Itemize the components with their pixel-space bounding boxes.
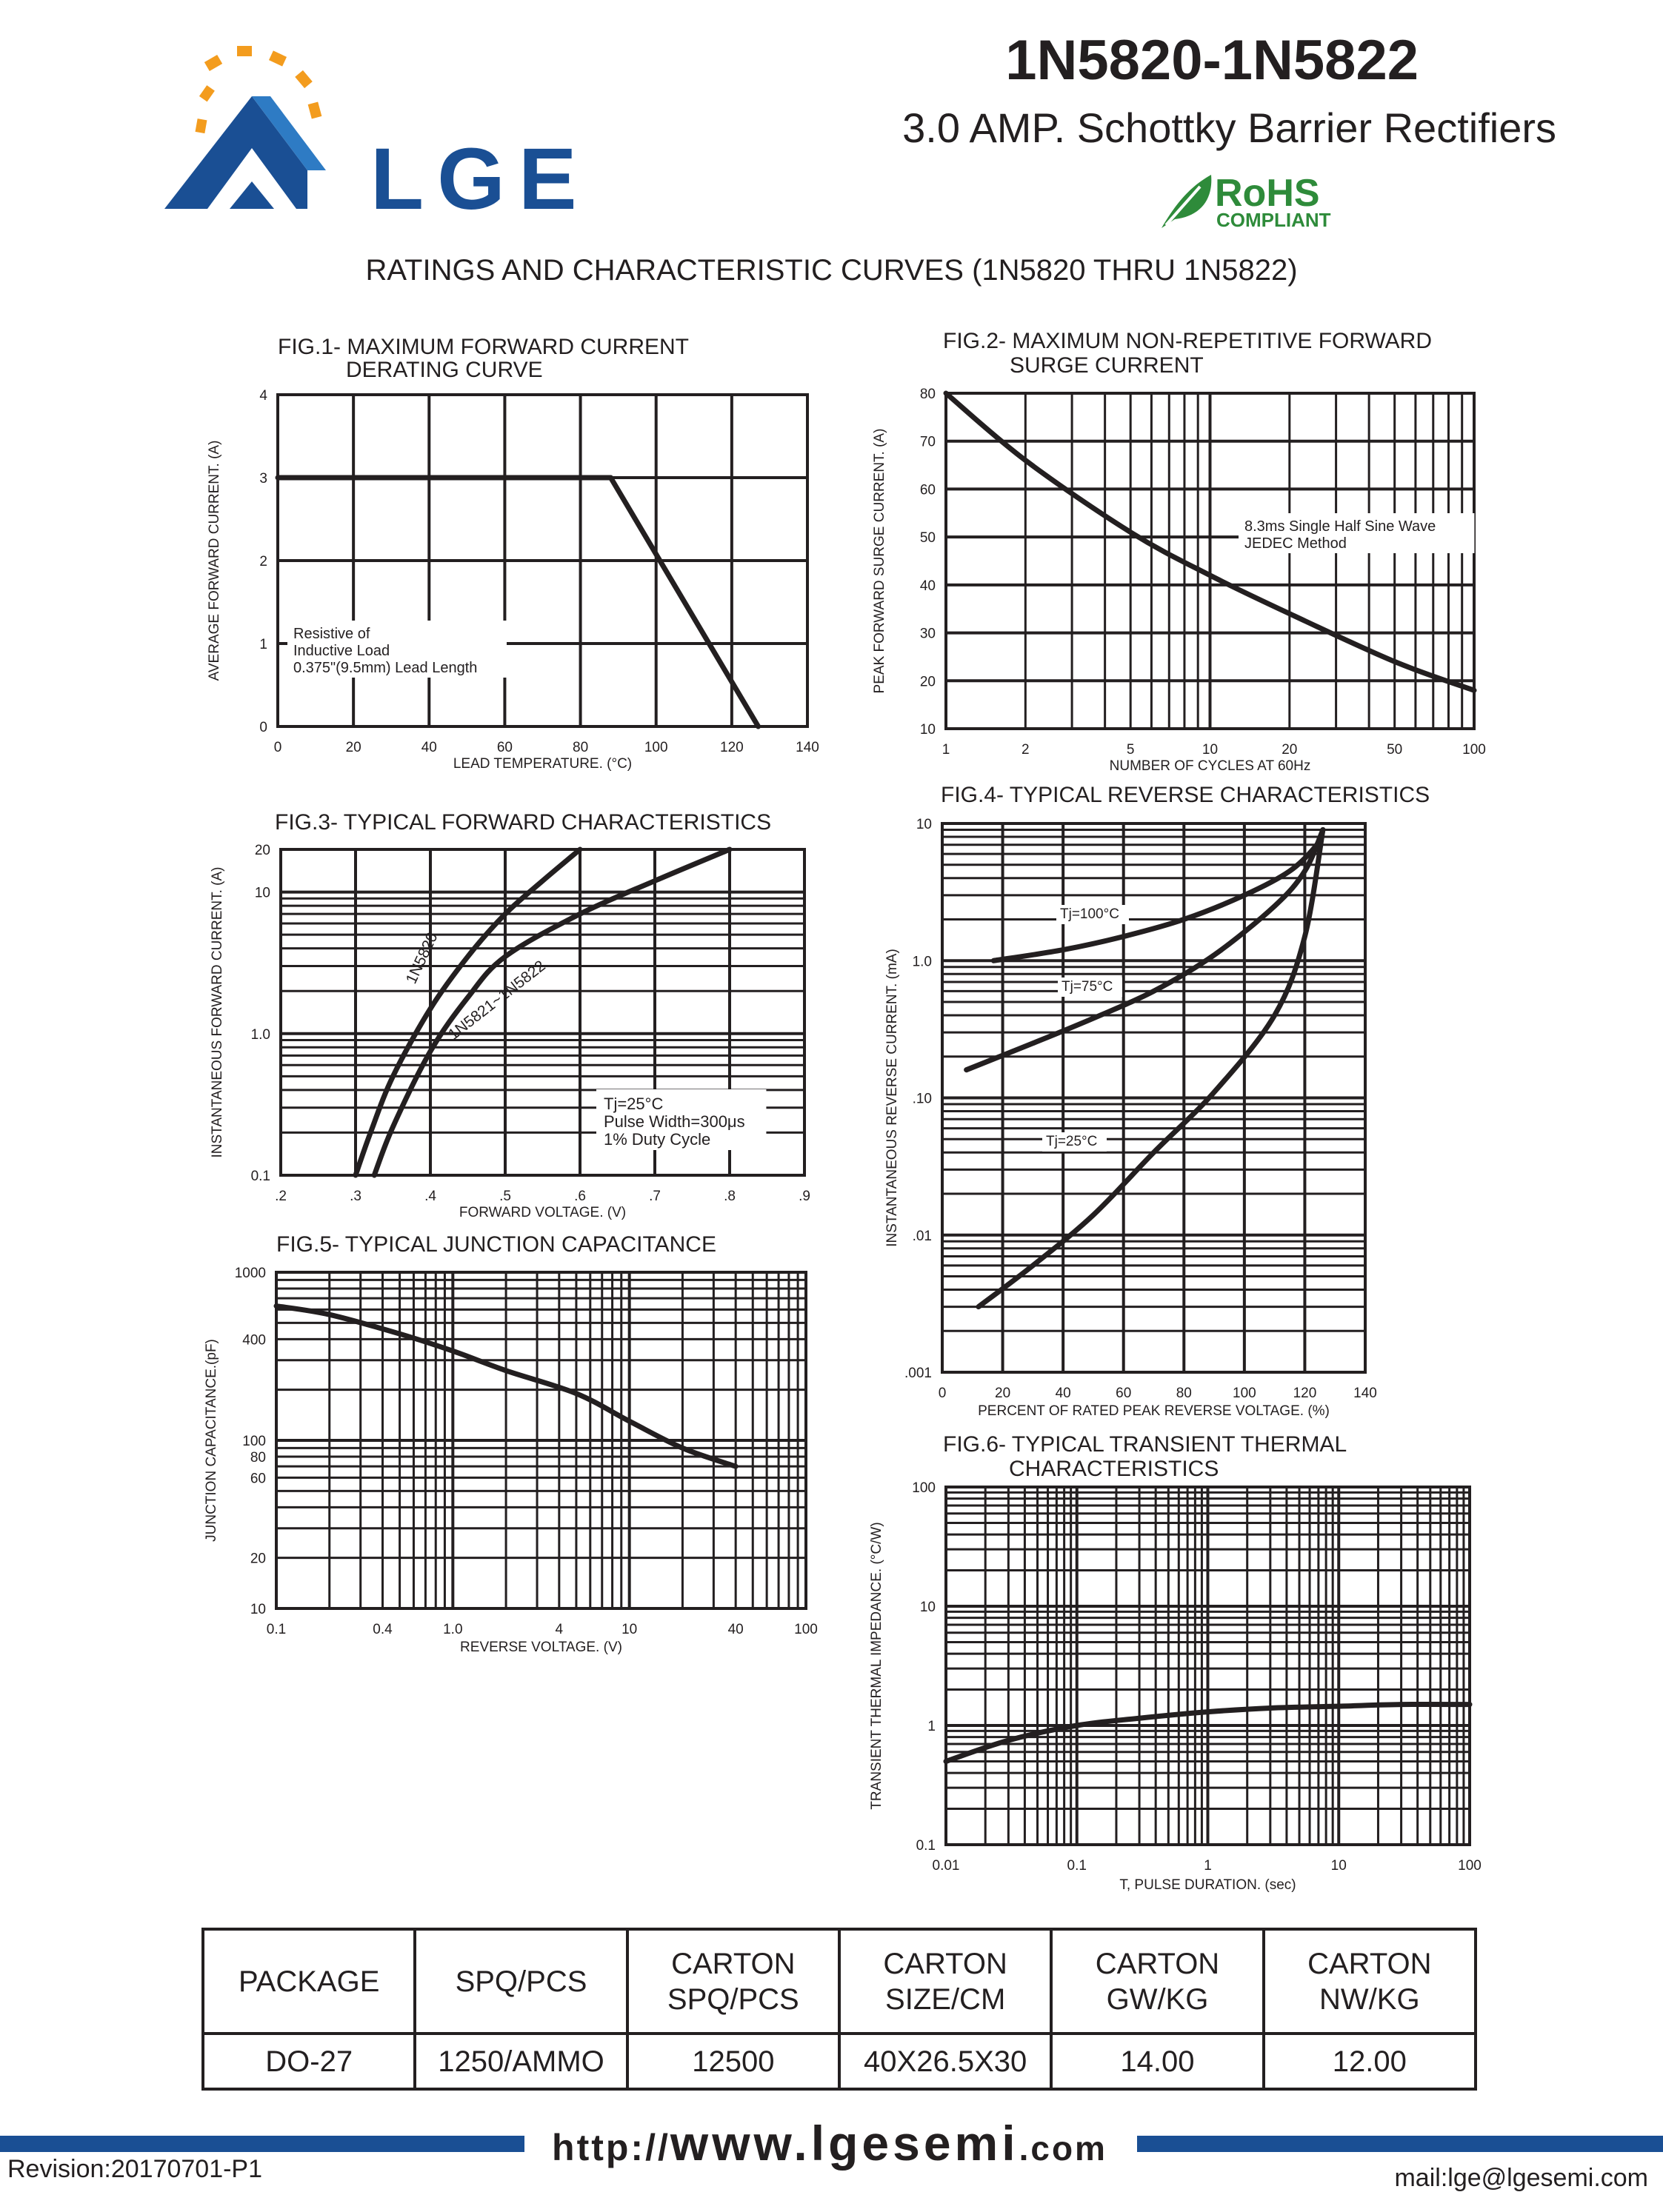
fig6-y-tick-label: 100 xyxy=(912,1480,936,1496)
fig1-title-line2: DERATING CURVE xyxy=(346,358,543,382)
fig3-series-label-2: 1N5821~1N5822 xyxy=(444,957,549,1043)
fig3-x-tick-label: .6 xyxy=(574,1189,586,1204)
fig1-series-line-1 xyxy=(278,478,759,726)
fig4-reverse-characteristics xyxy=(884,783,1430,1419)
fig6-y-tick-label: 1 xyxy=(927,1719,936,1734)
fig4-y-tick-label: .10 xyxy=(912,1091,932,1107)
fig2-x-tick-label: 10 xyxy=(1202,742,1219,758)
table-cell: 1250/AMMO xyxy=(415,2034,627,2089)
page-heading: RATINGS AND CHARACTERISTIC CURVES (1N5820 THRU 1N5822) xyxy=(365,254,1298,287)
fig1-annotation-line: 0.375"(9.5mm) Lead Length xyxy=(293,660,478,676)
fig2-y-tick-label: 50 xyxy=(919,530,936,547)
fig5-y-tick-label: 80 xyxy=(250,1449,266,1466)
fig2-annotation-line: JEDEC Method xyxy=(1244,535,1347,552)
fig3-x-tick-label: .4 xyxy=(424,1189,436,1204)
fig2-grid xyxy=(946,393,1474,729)
fig3-x-tick-label: .9 xyxy=(799,1189,810,1204)
fig3-y-axis-label: INSTANTANEOUS FORWARD CURRENT. (A) xyxy=(210,866,225,1158)
fig2-title-line2: SURGE CURRENT xyxy=(1010,353,1204,378)
fig4-y-tick-label: .001 xyxy=(904,1366,932,1381)
logo-text: LGE xyxy=(370,130,590,222)
fig3-annotation-line: Tj=25°C xyxy=(604,1095,664,1113)
fig2-x-tick-label: 20 xyxy=(1282,742,1298,758)
fig2-x-tick-label: 5 xyxy=(1126,742,1135,758)
fig3-y-tick-label: 20 xyxy=(254,843,270,858)
fig2-x-axis-label: NUMBER OF CYCLES AT 60Hz xyxy=(1109,758,1311,774)
fig4-x-tick-label: 100 xyxy=(1233,1386,1256,1401)
fig1-y-tick-label: 4 xyxy=(259,388,267,404)
fig4-x-tick-label: 60 xyxy=(1116,1386,1132,1401)
fig1-derating-curve xyxy=(207,335,819,772)
fig6-x-tick-label: 100 xyxy=(1458,1858,1482,1874)
table-cell: 12.00 xyxy=(1264,2034,1476,2089)
fig2-surge-current xyxy=(872,329,1486,774)
fig3-x-tick-label: .5 xyxy=(499,1189,511,1204)
fig2-title: FIG.2- MAXIMUM NON-REPETITIVE FORWARD xyxy=(943,329,1433,353)
table-cell: 40X26.5X30 xyxy=(839,2034,1051,2089)
fig5-x-tick-label: 10 xyxy=(621,1622,638,1637)
fig5-x-axis-label: REVERSE VOLTAGE. (V) xyxy=(460,1640,622,1655)
fig1-x-tick-label: 80 xyxy=(573,740,589,755)
fig6-title-line2: CHARACTERISTICS xyxy=(1009,1457,1219,1481)
fig5-title: FIG.5- TYPICAL JUNCTION CAPACITANCE xyxy=(276,1232,716,1257)
fig1-annotation-line: Resistive of xyxy=(293,626,370,642)
fig1-y-tick-label: 2 xyxy=(259,554,267,569)
fig5-y-tick-label: 100 xyxy=(242,1434,266,1449)
product-subtitle: 3.0 AMP. Schottky Barrier Rectifiers xyxy=(902,104,1556,151)
fig6-x-tick-label: 0.1 xyxy=(1067,1858,1087,1874)
fig3-annotation-line: 1% Duty Cycle xyxy=(604,1130,711,1149)
fig3-series-label-1: 1N5820 xyxy=(402,929,441,987)
fig5-x-tick-label: 100 xyxy=(794,1622,818,1637)
fig4-x-tick-label: 0 xyxy=(938,1386,947,1401)
fig5-y-tick-label: 20 xyxy=(250,1551,266,1567)
table-cell: 14.00 xyxy=(1051,2034,1263,2089)
fig1-annotation-line: Inductive Load xyxy=(293,643,390,659)
fig1-x-tick-label: 120 xyxy=(720,740,744,755)
fig3-y-tick-label: 0.1 xyxy=(250,1169,270,1184)
table-cell: DO-27 xyxy=(203,2034,415,2089)
table-row xyxy=(203,2034,1476,2089)
fig2-y-tick-label: 20 xyxy=(919,674,936,690)
fig5-junction-capacitance xyxy=(204,1232,818,1655)
fig4-x-tick-label: 120 xyxy=(1293,1386,1317,1401)
fig4-series-label-2: Tj=75°C xyxy=(1062,979,1113,995)
package-table xyxy=(201,1928,1477,2091)
fig3-x-axis-label: FORWARD VOLTAGE. (V) xyxy=(459,1205,627,1220)
fig1-x-axis-label: LEAD TEMPERATURE. (°C) xyxy=(453,756,633,772)
fig3-y-tick-label: 1.0 xyxy=(250,1026,270,1043)
fig6-x-tick-label: 0.01 xyxy=(932,1858,960,1874)
fig3-x-tick-label: .3 xyxy=(350,1189,361,1204)
fig5-y-axis-label: JUNCTION CAPACITANCE.(pF) xyxy=(204,1339,219,1542)
fig3-title: FIG.3- TYPICAL FORWARD CHARACTERISTICS xyxy=(275,810,772,835)
table-header-cell: CARTON GW/KG xyxy=(1051,1929,1263,2034)
fig4-y-tick-label: 1.0 xyxy=(912,954,932,970)
fig5-y-tick-label: 10 xyxy=(250,1602,266,1617)
fig3-y-tick-label: 10 xyxy=(254,885,270,901)
fig2-x-tick-label: 2 xyxy=(1022,742,1030,758)
fig5-x-tick-label: 4 xyxy=(555,1622,564,1637)
fig2-x-tick-label: 100 xyxy=(1462,742,1486,758)
fig6-y-axis-label: TRANSIENT THERMAL IMPEDANCE. (°C/W) xyxy=(869,1522,884,1810)
table-header-cell: CARTON SIZE/CM xyxy=(839,1929,1051,2034)
table-cell: 12500 xyxy=(627,2034,839,2089)
fig2-y-tick-label: 80 xyxy=(919,387,936,402)
fig1-x-tick-label: 100 xyxy=(644,740,668,755)
fig1-y-tick-label: 1 xyxy=(259,637,267,652)
table-header-row xyxy=(203,1929,1476,2034)
table-header-cell: CARTON NW/KG xyxy=(1264,1929,1476,2034)
fig4-series-label-3: Tj=25°C xyxy=(1046,1134,1098,1149)
footer-bar-left xyxy=(0,2136,524,2152)
revision-text: Revision:20170701-P1 xyxy=(7,2155,263,2183)
fig5-x-tick-label: 1.0 xyxy=(443,1622,463,1637)
fig5-y-tick-label: 60 xyxy=(250,1471,266,1487)
fig2-y-tick-label: 10 xyxy=(919,722,936,738)
fig2-y-tick-label: 70 xyxy=(919,434,936,450)
rohs-big-text: RoHS xyxy=(1215,172,1320,215)
fig3-x-tick-label: .7 xyxy=(649,1189,661,1204)
table-header-cell: CARTON SPQ/PCS xyxy=(627,1929,839,2034)
fig3-x-tick-label: .2 xyxy=(275,1189,287,1204)
fig2-y-tick-label: 30 xyxy=(919,626,936,642)
fig4-x-axis-label: PERCENT OF RATED PEAK REVERSE VOLTAGE. (%) xyxy=(978,1403,1330,1419)
email-link[interactable]: mail:lge@lgesemi.com xyxy=(1394,2164,1648,2192)
fig6-transient-thermal xyxy=(869,1432,1482,1893)
fig1-x-tick-label: 60 xyxy=(496,740,513,755)
fig6-y-tick-label: 10 xyxy=(919,1600,936,1615)
fig6-x-tick-label: 1 xyxy=(1204,1858,1212,1874)
fig5-x-tick-label: 0.1 xyxy=(266,1622,287,1637)
fig1-y-tick-label: 0 xyxy=(259,720,267,735)
rohs-small-text: COMPLIANT xyxy=(1216,209,1331,230)
fig6-x-axis-label: T, PULSE DURATION. (sec) xyxy=(1119,1877,1296,1893)
fig3-x-tick-label: .8 xyxy=(724,1189,736,1204)
fig2-y-axis-label: PEAK FORWARD SURGE CURRENT. (A) xyxy=(872,428,887,694)
fig4-x-tick-label: 140 xyxy=(1353,1386,1377,1401)
fig5-y-tick-label: 1000 xyxy=(234,1266,266,1281)
fig2-x-tick-label: 1 xyxy=(942,742,950,758)
table-header-cell: SPQ/PCS xyxy=(415,1929,627,2034)
fig2-y-tick-label: 60 xyxy=(919,482,936,498)
fig1-x-tick-label: 140 xyxy=(796,740,819,755)
fig6-grid xyxy=(946,1487,1470,1845)
fig1-x-tick-label: 40 xyxy=(421,740,437,755)
fig1-y-axis-label: AVERAGE FORWARD CURRENT. (A) xyxy=(207,440,222,681)
fig4-x-tick-label: 40 xyxy=(1055,1386,1071,1401)
fig5-y-tick-label: 400 xyxy=(242,1332,266,1349)
fig6-y-tick-label: 0.1 xyxy=(916,1838,936,1854)
fig5-x-tick-label: 40 xyxy=(727,1622,744,1637)
part-number: 1N5820-1N5822 xyxy=(1005,29,1419,92)
fig4-series-label-1: Tj=100°C xyxy=(1060,906,1119,922)
fig4-x-tick-label: 20 xyxy=(995,1386,1011,1401)
fig4-grid xyxy=(942,823,1365,1372)
fig4-y-tick-label: .01 xyxy=(912,1228,932,1244)
fig1-x-tick-label: 0 xyxy=(273,740,282,755)
footer-bar-right xyxy=(1137,2136,1663,2152)
fig6-title: FIG.6- TYPICAL TRANSIENT THERMAL xyxy=(943,1432,1347,1457)
fig2-annotation-line: 8.3ms Single Half Sine Wave xyxy=(1244,518,1436,535)
fig3-annotation-line: Pulse Width=300μs xyxy=(604,1112,745,1131)
fig4-x-tick-label: 80 xyxy=(1176,1386,1192,1401)
fig6-x-tick-label: 10 xyxy=(1330,1858,1347,1874)
fig1-y-tick-label: 3 xyxy=(259,471,267,487)
fig4-y-tick-label: 10 xyxy=(916,817,932,832)
fig1-title: FIG.1- MAXIMUM FORWARD CURRENT xyxy=(278,335,689,359)
fig2-y-tick-label: 40 xyxy=(919,578,936,594)
website-link[interactable]: http://www.lgesemi.com xyxy=(552,2116,1107,2171)
fig4-y-axis-label: INSTANTANEOUS REVERSE CURRENT. (mA) xyxy=(884,949,900,1247)
fig4-title: FIG.4- TYPICAL REVERSE CHARACTERISTICS xyxy=(941,783,1430,807)
fig5-x-tick-label: 0.4 xyxy=(373,1622,393,1637)
fig3-forward-characteristics xyxy=(210,810,810,1220)
table-header-cell: PACKAGE xyxy=(203,1929,415,2034)
fig1-x-tick-label: 20 xyxy=(345,740,361,755)
fig2-x-tick-label: 50 xyxy=(1387,742,1403,758)
